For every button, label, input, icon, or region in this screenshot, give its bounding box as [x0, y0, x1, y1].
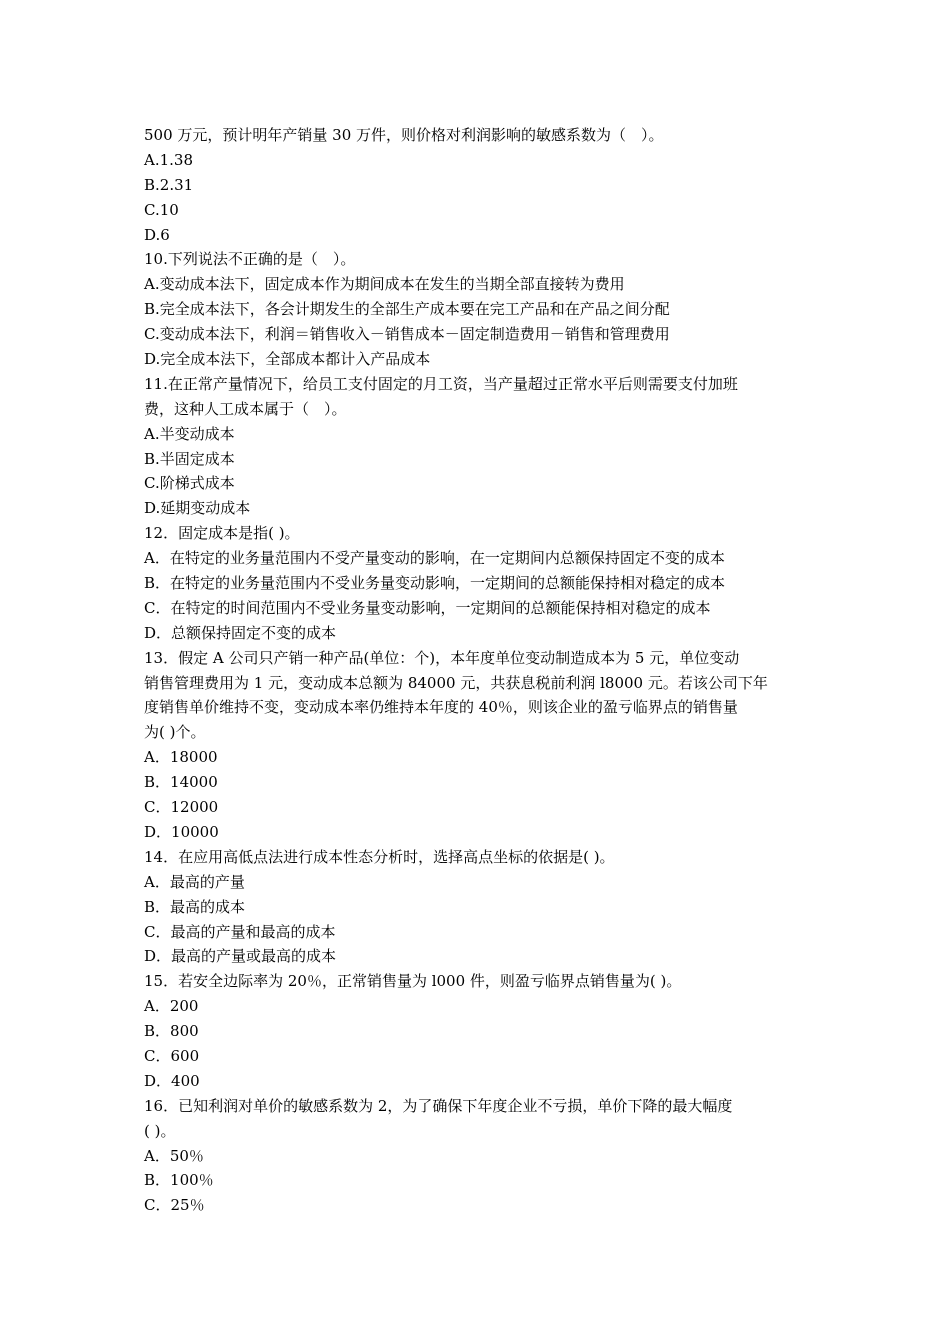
option-line: D.延期变动成本: [144, 499, 251, 518]
option-line: C．最高的产量和最高的成本: [144, 922, 336, 941]
option-line: B．100％: [144, 1171, 214, 1190]
option-line: C．在特定的时间范围内不受业务量变动影响，一定期间的总额能保持相对稳定的成本: [144, 598, 711, 617]
question-line: 销售管理费用为 1 元，变动成本总额为 84000 元，共获息税前利润 l8000 元。若该公司下年: [144, 673, 768, 692]
option-line: D．10000: [144, 822, 219, 841]
document-page: [144, 123, 809, 1218]
option-line: A．200: [144, 997, 199, 1016]
option-line: A.半变动成本: [144, 424, 235, 443]
question-line: 10.下列说法不正确的是（ ）。: [144, 250, 356, 269]
option-line: D．总额保持固定不变的成本: [144, 623, 337, 642]
option-line: D．400: [144, 1071, 200, 1090]
option-line: D.完全成本法下，全部成本都计入产品成本: [144, 350, 431, 369]
option-line: B．800: [144, 1022, 199, 1041]
question-line: 16．已知利润对单价的敏感系数为 2，为了确保下年度企业不亏损，单价下降的最大幅度: [144, 1096, 733, 1115]
question-line: 费，这种人工成本属于（ ）。: [144, 399, 347, 418]
option-line: C.变动成本法下，利润＝销售收入－销售成本－固定制造费用－销售和管理费用: [144, 325, 670, 344]
question-line: 13．假定 A 公司只产销一种产品(单位：个)，本年度单位变动制造成本为 5 元，单位变动: [144, 648, 740, 667]
option-line: D．最高的产量或最高的成本: [144, 947, 337, 966]
option-line: A．50％: [144, 1146, 204, 1165]
question-line: 度销售单价维持不变，变动成本率仍维持本年度的 40％，则该企业的盈亏临界点的销售量: [144, 698, 738, 717]
question-line: 12．固定成本是指( )。: [144, 524, 300, 543]
option-line: A.变动成本法下，固定成本作为期间成本在发生的当期全部直接转为费用: [144, 275, 625, 294]
option-line: D.6: [144, 225, 170, 244]
option-line: C.阶梯式成本: [144, 474, 235, 493]
question-line: 15．若安全边际率为 20％，正常销售量为 l000 件，则盈亏临界点销售量为( )。: [144, 972, 682, 991]
option-line: B.完全成本法下，各会计期发生的全部生产成本要在完工产品和在产品之间分配: [144, 300, 670, 319]
option-line: C．600: [144, 1046, 200, 1065]
option-line: B．最高的成本: [144, 897, 246, 916]
question-line: 14．在应用高低点法进行成本性态分析时，选择高点坐标的依据是( )。: [144, 847, 615, 866]
option-line: A．18000: [144, 748, 218, 767]
option-line: A.1.38: [144, 150, 193, 169]
option-line: A．在特定的业务量范围内不受产量变动的影响，在一定期间内总额保持固定不变的成本: [144, 549, 725, 568]
option-line: B．在特定的业务量范围内不受业务量变动影响，一定期间的总额能保持相对稳定的成本: [144, 574, 726, 593]
option-line: C．25％: [144, 1196, 205, 1215]
question-line: ( )。: [144, 1121, 176, 1140]
option-line: B.2.31: [144, 175, 194, 194]
question-line: 11.在正常产量情况下，给员工支付固定的月工资，当产量超过正常水平后则需要支付加班: [144, 374, 738, 393]
question-line: 为( )个。: [144, 723, 206, 742]
text-line: 500 万元，预计明年产销量 30 万件，则价格对利润影响的敏感系数为（ ）。: [144, 126, 664, 144]
option-line: A．最高的产量: [144, 872, 245, 891]
option-line: B．14000: [144, 773, 218, 792]
option-line: C.10: [144, 200, 179, 219]
option-line: C．12000: [144, 798, 219, 817]
option-line: B.半固定成本: [144, 449, 235, 468]
